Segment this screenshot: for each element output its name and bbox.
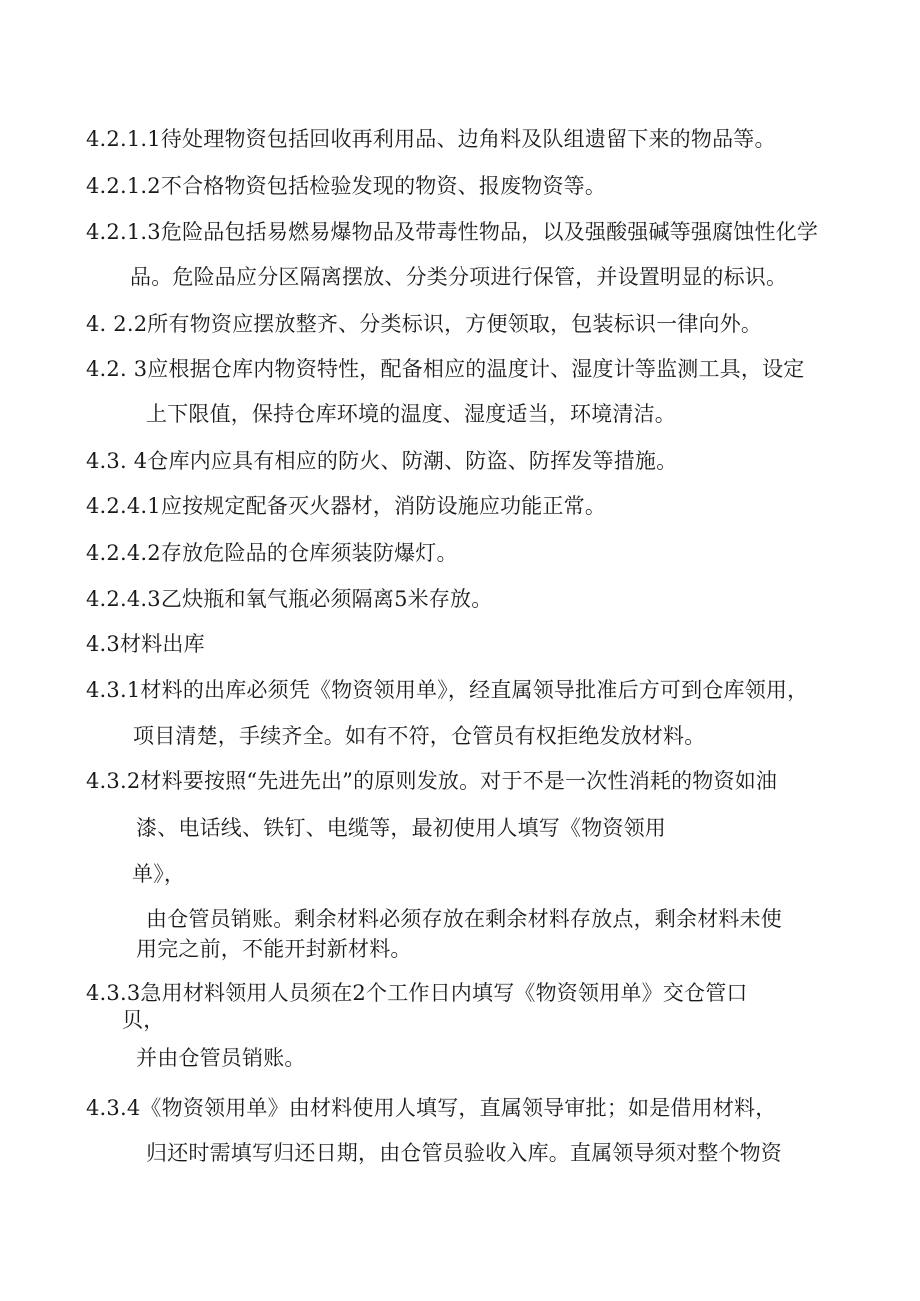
- text-line: 4.3.4《物资领用单》由材料使用人填写，直属领导审批；如是借用材料，: [86, 1096, 777, 1120]
- text-line: 4.2. 3应根据仓库内物资特性，配备相应的温度计、湿度计等监测工具，设定: [86, 357, 805, 381]
- text-line: 4.3. 4仓库内应具有相应的防火、防潮、防盗、防挥发等措施。: [86, 449, 678, 473]
- text-line: 4.2.1.2不合格物资包括检验发现的物资、报废物资等。: [86, 174, 607, 198]
- text-line: 并由仓管员销账。: [136, 1046, 306, 1070]
- text-line: 4.3.3急用材料领用人员须在2个工作日内填写《物资领用单》交仓管口: [86, 981, 748, 1005]
- text-line: 用完之前，不能开封新材料。: [136, 937, 412, 961]
- text-line: 4.2.4.3乙炔瓶和氧气瓶必须隔离5米存放。: [86, 587, 493, 611]
- text-line: 漆、电话线、铁钉、电缆等，最初使用人填写《物资领用: [136, 816, 666, 840]
- text-line: 4.2.4.2存放危险品的仓库须装防爆灯。: [86, 541, 458, 565]
- text-line: 4.2.1.3危险品包括易燃易爆物品及带毒性物品，以及强酸强碱等强腐蚀性化学: [86, 220, 819, 244]
- text-line: 上下限值，保持仓库环境的温度、湿度适当，环境清洁。: [146, 402, 676, 426]
- text-line: 4.2.1.1待处理物资包括回收再利用品、边角料及队组遗留下来的物品等。: [86, 127, 776, 151]
- text-line: 4. 2.2所有物资应摆放整齐、分类标识，方便领取，包装标识一律向外。: [86, 312, 763, 336]
- text-line: 单》，: [132, 862, 186, 886]
- text-line: 品。危险品应分区隔离摆放、分类分项进行保管，并设置明显的标识。: [130, 265, 788, 289]
- text-line: 贝，: [122, 1008, 165, 1032]
- text-line: 4.3.1材料的出库必须凭《物资领用单》，经直属领导批准后方可到仓库领用，: [86, 678, 809, 702]
- section-heading: 4.3材料出库: [86, 632, 205, 656]
- text-line: 4.3.2材料要按照“先进先出”的原则发放。对于不是一次性消耗的物资如油: [86, 769, 778, 793]
- text-line: 归还时需填写归还日期，由仓管员验收入库。直属领导须对整个物资: [146, 1141, 782, 1165]
- text-line: 4.2.4.1应按规定配备灭火器材，消防设施应功能正常。: [86, 494, 607, 518]
- text-line: 由仓管员销账。剩余材料必须存放在剩余材料存放点，剩余材料未使: [146, 907, 782, 931]
- text-line: 项目清楚，手续齐全。如有不符，仓管员有权拒绝发放材料。: [133, 724, 706, 748]
